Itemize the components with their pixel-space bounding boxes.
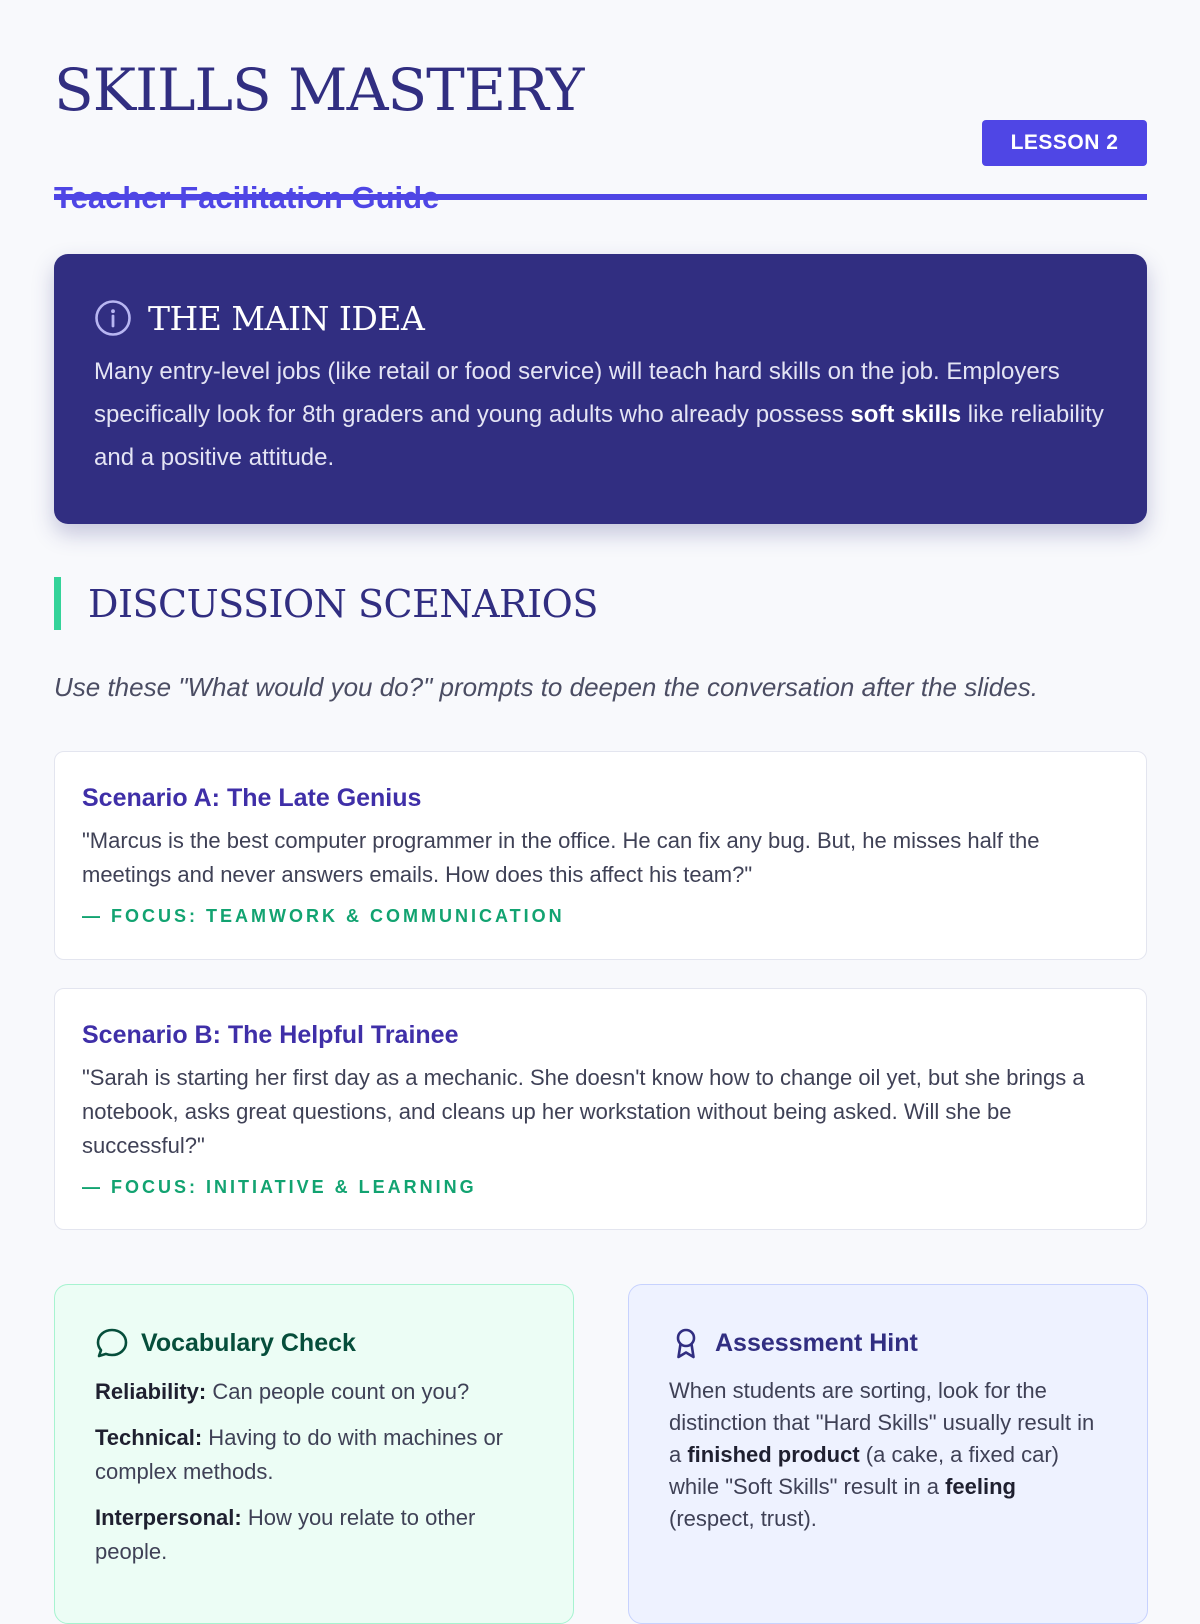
main-idea-text-start: Many entry-level jobs (like retail or food service) will teach hard skills on the job. Employers specifically look for 8th graders and young adults who already possess: [94, 358, 1060, 428]
header-divider: [54, 194, 1147, 200]
main-idea-header: [94, 296, 1107, 340]
vocab-item: [95, 1501, 533, 1569]
vocab-definition: Can people count on you?: [206, 1379, 470, 1404]
assessment-text-part: (respect, trust).: [669, 1506, 817, 1531]
discussion-section-header: [54, 577, 598, 630]
scenario-focus: — FOCUS: TEAMWORK & COMMUNICATION: [82, 906, 565, 926]
vocab-item: [95, 1421, 533, 1489]
main-idea-text: [94, 350, 1107, 479]
info-icon: [94, 299, 132, 337]
assessment-text-part: (a cake, a fixed car) while "Soft Skills" result in a: [669, 1442, 1059, 1499]
page-title: SKILLS MASTERY: [54, 56, 584, 124]
assessment-emphasis: finished product: [687, 1442, 860, 1467]
scenario-focus: — FOCUS: INITIATIVE & LEARNING: [82, 1177, 477, 1197]
assessment-title: Assessment Hint: [715, 1328, 918, 1357]
assessment-text: [669, 1375, 1107, 1535]
vocab-definition: How you relate to other people.: [95, 1505, 476, 1564]
discussion-section-title: DISCUSSION SCENARIOS: [88, 581, 598, 626]
discussion-intro: Use these "What would you do?" prompts to deepen the conversation after the slides.: [54, 672, 1038, 702]
award-ribbon-icon: [669, 1326, 703, 1360]
scenario-card-a: [54, 751, 1147, 960]
main-idea-title: THE MAIN IDEA: [148, 298, 425, 338]
vocab-item: [95, 1375, 533, 1409]
vocabulary-title: Vocabulary Check: [141, 1328, 356, 1357]
scenario-text: "Sarah is starting her first day as a mechanic. She doesn't know how to change oil yet, but she brings a notebook, asks great questions, and cleans up her workstation without being asked. Will she be successful?": [82, 1065, 1085, 1158]
main-idea-card: [54, 254, 1147, 524]
page-header: [54, 56, 1147, 201]
scenario-title: Scenario A: The Late Genius: [82, 784, 422, 812]
lesson-badge: LESSON 2: [982, 120, 1147, 166]
assessment-text-part: When students are sorting, look for the distinction that "Hard Skills" usually result in a: [669, 1378, 1095, 1467]
assessment-hint-card: [628, 1284, 1148, 1624]
vocab-term: Reliability:: [95, 1379, 207, 1404]
vocabulary-check-card: [54, 1284, 574, 1624]
main-idea-text-end: like reliability and a positive attitude.: [94, 401, 1104, 471]
scenario-card-b: [54, 988, 1147, 1230]
assessment-emphasis: feeling: [945, 1474, 1016, 1499]
vocab-term: Interpersonal:: [95, 1505, 242, 1530]
vocabulary-header: [95, 1325, 533, 1361]
speech-bubble-icon: [95, 1326, 129, 1360]
main-idea-emphasis: soft skills: [850, 401, 962, 428]
assessment-header: [669, 1325, 1107, 1361]
vocab-term: Technical:: [95, 1425, 203, 1450]
scenario-title: Scenario B: The Helpful Trainee: [82, 1021, 459, 1049]
scenario-text: "Marcus is the best computer programmer in the office. He can fix any bug. But, he misses half the meetings and never answers emails. How does this affect his team?": [82, 828, 1040, 887]
section-accent-bar: [54, 577, 61, 630]
vocab-definition: Having to do with machines or complex methods.: [95, 1425, 504, 1484]
